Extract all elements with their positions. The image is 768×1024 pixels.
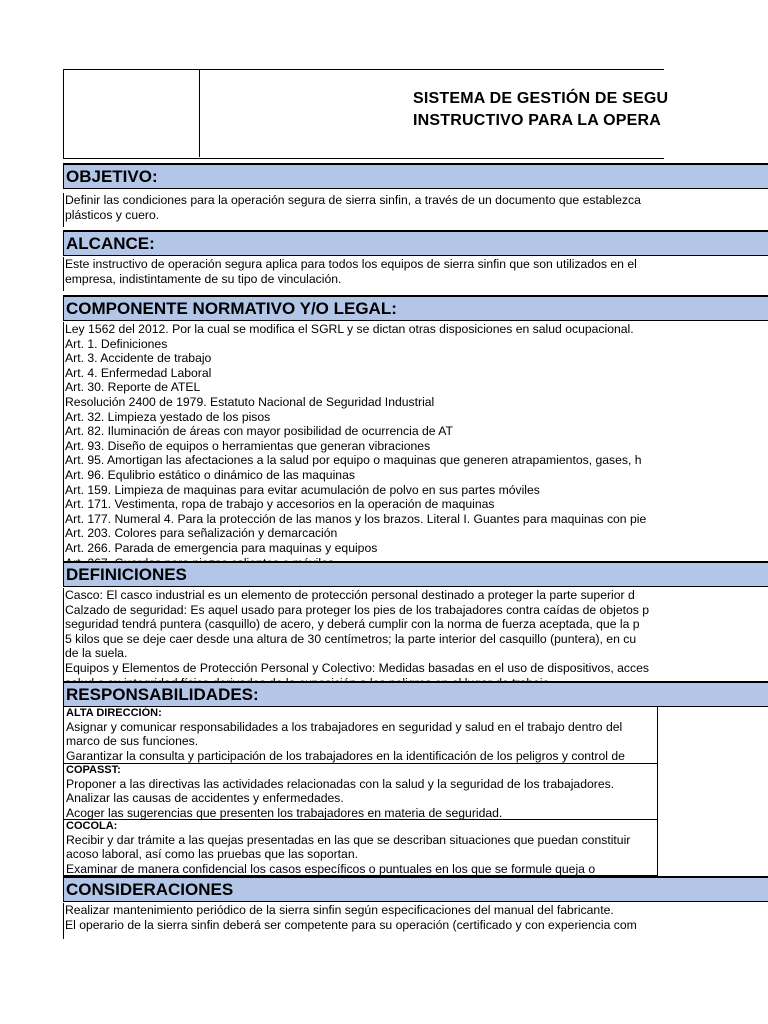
group-title: ALTA DIRECCIÓN:: [66, 707, 162, 719]
normativo-line: Resolución 2400 de 1979. Estatuto Nacional de Seguridad Industrial: [65, 394, 435, 409]
definicion-line: Calzado de seguridad: Es aquel usado para proteger los pies de los trabajadores contra caídas de objetos p: [65, 602, 650, 617]
responsabilidad-line: acoso laboral, así como las pruebas que las soportan.: [66, 847, 358, 862]
section-normativo-header: [63, 295, 768, 321]
section-objetivo-body: [63, 193, 713, 227]
responsabilidades-table: [63, 706, 658, 876]
responsabilidad-line: Asignar y comunicar responsabilidades a los trabajadores en seguridad y salud en el trabajo dentro del: [66, 720, 623, 734]
normativo-line: Art. 95. Amortigan las afectaciones a la salud por equipo o maquinas que generen atrapamientos, gases, h: [65, 453, 642, 468]
section-heading: ALCANCE:: [66, 234, 155, 253]
section-definiciones-header: [63, 561, 768, 587]
objetivo-text: Definir las condiciones para la operación segura de sierra sinfin, a través de un documento que establezca plásticos y cuero.: [65, 193, 641, 222]
section-heading: DEFINICIONES: [66, 565, 187, 584]
responsabilidad-line: Analizar las causas de accidentes y enfermedades.: [66, 791, 344, 806]
responsabilidad-group-copasst: [64, 763, 657, 819]
responsabilidad-group-cocola: [64, 819, 657, 875]
section-alcance-body: [63, 257, 713, 291]
definicion-line: Equipos y Elementos de Protección Personal y Colectivo: Medidas basadas en el uso de dispositivos, acces: [65, 660, 649, 675]
normativo-line: Art. 266. Parada de emergencia para maquinas y equipos: [65, 540, 378, 555]
responsabilidad-line: Garantizar la consulta y participación de los trabajadores en la identificación de los peligros y control de: [66, 748, 625, 763]
section-heading: OBJETIVO:: [66, 167, 158, 186]
section-heading: CONSIDERACIONES: [66, 880, 234, 899]
normativo-line: Art. 82. Iluminación de áreas con mayor posibilidad de ocurrencia de AT: [65, 424, 453, 439]
normativo-line: Art. 4. Enfermedad Laboral: [65, 365, 212, 380]
group-title: COPASST:: [66, 764, 121, 776]
responsabilidad-group-alta-direccion: [64, 706, 657, 763]
normativo-line: Art. 3. Accidente de trabajo: [65, 351, 212, 366]
section-consideraciones-header: [63, 876, 768, 902]
section-definiciones-body: [63, 588, 713, 682]
normativo-line: Art. 32. Limpieza yestado de los pisos: [65, 409, 271, 424]
normativo-line: Art. 177. Numeral 4. Para la protección de las manos y los brazos. Literal I. Guantes para maquinas con pie: [65, 511, 647, 526]
consideracion-line: El operario de la sierra sinfin deberá ser competente para su operación (certificado y con experiencia com: [65, 917, 637, 932]
document-title-line1: SISTEMA DE GESTIÓN DE SEGU: [413, 90, 669, 107]
normativo-line: Art. 203. Colores para señalización y demarcación: [65, 526, 338, 541]
section-responsabilidades-header: [63, 681, 768, 707]
section-heading: RESPONSABILIDADES:: [66, 685, 259, 704]
normativo-line: Art. 171. Vestimenta, ropa de trabajo y accesorios en la operación de maquinas: [65, 497, 495, 512]
logo-cell: [63, 69, 200, 157]
consideracion-line: Realizar mantenimiento periódico de la sierra sinfin según especificaciones del manual del fabricante.: [65, 903, 614, 917]
responsabilidad-line: Recibir y dar trámite a las quejas presentadas en las que se describan situaciones que puedan constituir: [66, 833, 631, 847]
definicion-line: seguridad tendrá puntera (casquillo) de acero, y deberá cumplir con la norma de fuerza aceptada, que la p: [65, 617, 640, 632]
normativo-line: Art. 96. Equlibrio estático o dinámico de las maquinas: [65, 467, 355, 482]
responsabilidad-line: marco de sus funciones.: [66, 734, 199, 749]
normativo-line: Art. 159. Limpieza de maquinas para evitar acumulación de polvo en sus partes móviles: [65, 482, 540, 497]
group-title: COCOLA:: [66, 820, 118, 832]
normativo-line: Ley 1562 del 2012. Por la cual se modifica el SGRL y se dictan otras disposiciones en salud ocupacional.: [65, 322, 634, 336]
alcance-text: Este instructivo de operación segura aplica para todos los equipos de sierra sinfin que son utilizados en el empresa, indistintamente de su tipo de vinculación.: [65, 257, 637, 286]
section-objetivo-header: [63, 163, 768, 189]
definicion-line: Casco: El casco industrial es un elemento de protección personal destinado a proteger la parte superior d: [65, 588, 635, 602]
section-consideraciones-body: [63, 903, 768, 939]
definicion-line: 5 kilos que se deje caer desde una altura de 30 centímetros; la parte interior del casquillo (puntera), en cu: [65, 631, 637, 646]
section-normativo-body: [63, 322, 713, 562]
definicion-line: de la suela.: [65, 646, 128, 661]
normativo-line: Art. 30. Reporte de ATEL: [65, 380, 201, 395]
normativo-line: Art. 93. Diseño de equipos o herramientas que generan vibraciones: [65, 438, 431, 453]
document-title-line2: INSTRUCTIVO PARA LA OPERA: [413, 112, 661, 129]
responsabilidad-line: Acoger las sugerencias que presenten los trabajadores en materia de seguridad.: [66, 805, 503, 820]
section-heading: COMPONENTE NORMATIVO Y/O LEGAL:: [66, 299, 397, 318]
responsabilidad-line: Examinar de manera confidencial los casos específicos o puntuales en los que se formule queja o: [66, 861, 596, 876]
responsabilidad-line: Proponer a las directivas las actividades relacionadas con la salud y la seguridad de los trabajadores.: [66, 777, 615, 791]
normativo-line: Art. 1. Definiciones: [65, 336, 168, 351]
section-alcance-header: [63, 230, 768, 256]
